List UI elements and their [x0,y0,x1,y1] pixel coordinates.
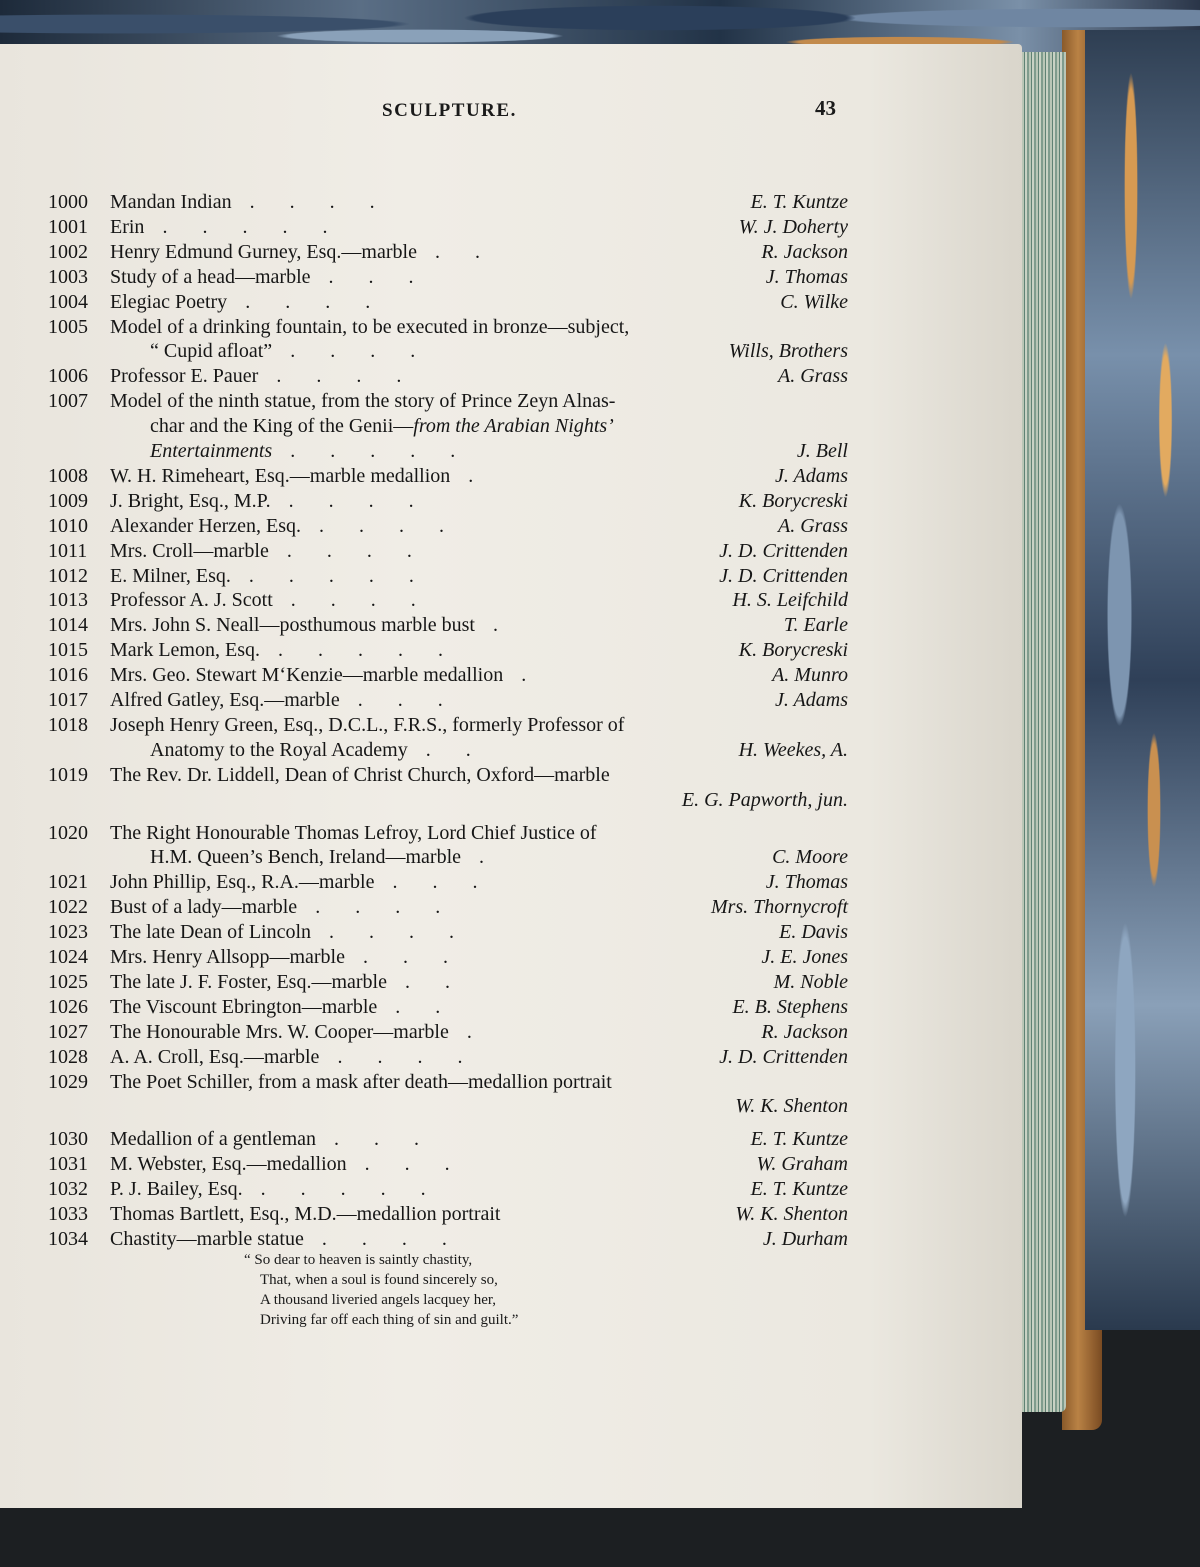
entry-title [110,265,311,290]
entry-title-text: char and the King of the Genii— [150,415,414,438]
entry-title-text: The Right Honourable Thomas Lefroy, Lord Chief Justice of [110,821,597,844]
entry-line [0,845,1000,870]
entry-line [0,464,1000,489]
entry-number: 1034 [48,1227,88,1250]
entry-number: 1015 [48,639,88,662]
entry-line [0,364,1000,389]
entry-line [0,414,1000,439]
poem-line: A thousand liveried angels lacquey her, [260,1292,496,1308]
entry-number: 1031 [48,1153,88,1176]
entry-line [0,763,1000,788]
entry-title-text: Study of a head—marble [110,265,311,288]
artist-name: M. Noble [773,970,848,993]
artist-name: K. Borycreski [738,489,848,512]
leader-dots: . . . . . [260,1178,426,1201]
entry-number: 1017 [48,689,88,711]
artist-name: J. E. Jones [761,946,848,968]
poem-line: That, when a soul is found sincerely so, [260,1272,498,1288]
leader-dots: . . . . [319,514,445,537]
entry-title-text: Mark Lemon, Esq. [110,639,260,662]
entry-title [110,713,624,738]
leader-dots: . [479,846,485,869]
entry-line [0,1045,1000,1070]
entry-line [0,995,1000,1020]
entry-title-text: Henry Edmund Gurney, Esq.—marble [110,240,417,263]
entry-number: 1028 [48,1045,88,1068]
entry-line [0,688,1000,713]
leader-dots: . . [434,240,480,263]
entry-number: 1026 [48,995,88,1018]
entry-line [0,1094,1000,1119]
entry-line [0,339,1000,364]
leader-dots: . . . [364,1153,450,1176]
leader-dots: . . . [357,689,443,711]
entry-line [0,1177,1000,1202]
entry-number: 1032 [48,1178,88,1201]
leader-dots: . . . . . [248,564,414,587]
entry-title [110,920,311,945]
entry-number: 1007 [48,390,88,413]
entry-title [110,688,340,713]
entry-number: 1027 [48,1020,88,1043]
entry-title-text: The late J. F. Foster, Esq.—marble [110,970,387,993]
artist-name: W. K. Shenton [735,1203,848,1225]
entry-title [110,539,269,564]
entry-line [0,613,1000,638]
entry-title-text: John Phillip, Esq., R.A.—marble [110,871,375,894]
entry-number: 1006 [48,365,88,388]
leader-dots: . . . . . [277,639,443,662]
entry-line [0,738,1000,763]
leader-dots: . [521,664,527,687]
artist-name: A. Grass [777,514,848,537]
entry-title [110,663,503,688]
entry-line [0,895,1000,920]
entry-title-text: Anatomy to the Royal Academy [150,738,408,761]
leader-dots: . . . . [276,365,402,388]
entry-number: 1011 [48,539,88,562]
entry-title [110,638,260,663]
section-title: SCULPTURE. [382,100,517,121]
artist-name: J. D. Crittenden [719,539,848,562]
entry-title [110,1152,347,1177]
entry-title-text: Mrs. Geo. Stewart M‘Kenzie—marble medallion [110,664,504,687]
entry-title-text: Thomas Bartlett, Esq., M.D.—medallion portrait [110,1203,501,1225]
entry-number: 1016 [48,664,88,687]
entry-number: 1022 [48,896,88,919]
artist-name: E. T. Kuntze [750,1178,848,1201]
entry-number: 1014 [48,614,88,637]
entry-line [0,713,1000,738]
entry-number: 1012 [48,564,88,587]
entry-title [110,870,374,895]
poem-line: “ So dear to heaven is saintly chastity, [244,1252,473,1268]
artist-name: E. Davis [779,921,848,944]
entry-title-text: H.M. Queen’s Bench, Ireland—marble [150,846,462,869]
artist-name: J. Adams [775,689,848,711]
entry-title [110,240,417,265]
entry-title-text: Joseph Henry Green, Esq., D.C.L., F.R.S., formerly Professor of [110,713,625,736]
artist-name: T. Earle [783,614,848,637]
entry-title-text: A. A. Croll, Esq.—marble [110,1045,320,1068]
artist-name: Wills, Brothers [728,340,848,363]
leader-dots: . . [425,738,471,761]
entry-title [110,514,301,539]
page-number: 43 [815,96,836,120]
entry-title [110,970,387,995]
entry-title [110,945,345,970]
artist-name: C. Moore [772,846,848,869]
entry-number: 1019 [48,763,88,786]
artist-name: E. T. Kuntze [750,1128,848,1151]
entry-title-text: Chastity—marble statue [110,1227,304,1250]
entry-number: 1029 [48,1070,88,1093]
entry-title [110,1127,316,1152]
entry-line [0,663,1000,688]
entry-title-text: Erin [110,215,145,238]
entry-line [0,588,1000,613]
marbled-endpaper-right [1085,30,1200,1330]
artist-name: E. B. Stephens [732,995,848,1018]
entry-line [0,1070,1000,1095]
entry-line [0,870,1000,895]
entry-line [0,945,1000,970]
entry-line [0,821,1000,846]
entry-title-text: Mrs. Henry Allsopp—marble [110,946,345,968]
entry-title-text: Model of the ninth statue, from the story of Prince Zeyn Alnas- [110,390,616,413]
entry-title-text: E. Milner, Esq. [110,564,231,587]
entry-title-text: Professor E. Pauer [110,365,259,388]
entry-title [110,290,227,315]
entry-title-text: Mrs. Croll—marble [110,539,269,562]
leader-dots: . . . . [290,340,416,363]
leader-dots: . . . . [329,921,455,944]
artist-name: J. Thomas [765,265,848,288]
entry-title [150,439,272,464]
artist-name: K. Borycreski [738,639,848,662]
entry-title [110,464,450,489]
entry-title [110,763,610,788]
page-edges [1018,52,1066,1412]
entry-number: 1005 [48,315,88,338]
entry-title [110,613,475,638]
entry-title [110,895,297,920]
entry-title [110,564,231,589]
entry-number: 1020 [48,821,88,844]
entry-number: 1018 [48,713,88,736]
artist-name: E. T. Kuntze [750,191,848,213]
leader-dots: . . . [328,265,414,288]
entry-title [110,1227,304,1252]
entry-number: 1009 [48,489,88,512]
entry-title-italic: from the Arabian Nights’ [413,415,614,438]
entry-title [110,1202,501,1227]
entry-title-italic: Entertainments [150,440,273,462]
entry-number: 1008 [48,464,88,487]
leader-dots: . [493,614,498,637]
entry-title-text: Professor A. J. Scott [110,589,273,612]
artist-name: J. Bell [796,440,848,462]
leader-dots: . . . . [290,589,416,612]
entry-title [110,1070,612,1095]
entry-line [0,389,1000,414]
leader-dots: . . . . [286,539,412,562]
entry-title-text: The Honourable Mrs. W. Cooper—marble [110,1020,449,1043]
entry-line [0,240,1000,265]
entry-title [150,845,461,870]
entry-line [0,564,1000,589]
artist-name: R. Jackson [761,240,848,263]
entry-line [0,638,1000,663]
entry-line [0,1152,1000,1177]
leader-dots: . . . . [245,290,371,313]
artist-name: W. J. Doherty [738,215,848,238]
artist-name: A. Munro [772,664,848,687]
entry-title-text: The late Dean of Lincoln [110,921,312,944]
entry-number: 1025 [48,970,88,993]
entry-title [110,588,273,613]
entry-title-text: Alfred Gatley, Esq.—marble [110,689,340,711]
leader-dots: . . . . [249,191,375,213]
artist-name: H. Weekes, A. [738,738,848,761]
entry-number: 1001 [48,215,88,238]
entry-title [110,489,271,514]
entry-line [0,489,1000,514]
leader-dots: . . . . [337,1045,463,1068]
entry-line [0,1020,1000,1045]
entry-title [110,995,377,1020]
entry-number: 1023 [48,921,88,944]
entry-title-text: Bust of a lady—marble [110,896,298,919]
entry-line [0,315,1000,340]
leader-dots: . . . . [288,489,414,512]
entry-title-text: The Poet Schiller, from a mask after death—medallion portrait [110,1070,612,1093]
entry-title [150,738,408,763]
entry-number: 1013 [48,589,88,612]
entry-number: 1033 [48,1203,88,1225]
leader-dots: . . [395,995,441,1018]
artist-name: Mrs. Thornycroft [710,896,848,919]
leader-dots: . . . . [321,1227,447,1250]
entry-number: 1003 [48,265,88,288]
entry-title [110,315,629,340]
artist-name: W. Graham [756,1153,848,1176]
entry-line [0,1227,1000,1252]
entry-title [110,364,258,389]
entry-title-text: P. J. Bailey, Esq. [110,1178,243,1201]
entry-number: 1010 [48,514,88,537]
artist-name: H. S. Leifchild [732,589,848,612]
entry-title [110,1045,319,1070]
artist-name: E. G. Papworth, jun. [681,788,848,811]
entry-title-text: Alexander Herzen, Esq. [110,514,302,537]
entry-title [110,821,597,846]
entry-title-text: J. Bright, Esq., M.P. [110,489,271,512]
entry-title-text: Mandan Indian [110,191,232,213]
entry-line [0,439,1000,464]
leader-dots: . . [405,970,450,993]
entry-title-text: M. Webster, Esq.—medallion [110,1153,347,1176]
leader-dots: . . . . . [162,215,328,238]
entry-line [0,539,1000,564]
artist-name: J. D. Crittenden [719,564,848,587]
entry-line [0,788,1000,813]
entry-title-text: Elegiac Poetry [110,290,228,313]
leader-dots: . [466,1020,472,1043]
entry-line [0,190,1000,215]
entry-title [110,1177,243,1202]
entry-title [110,1020,449,1045]
artist-name: W. K. Shenton [735,1095,848,1118]
entry-title-text: Medallion of a gentleman [110,1128,317,1151]
leader-dots: . . . [362,946,448,968]
entry-line [0,514,1000,539]
artist-name: J. Adams [775,464,848,487]
entry-title [110,215,144,240]
leader-dots: . . . [334,1128,420,1151]
entry-number: 1021 [48,871,88,894]
entry-title [110,190,232,215]
entry-title [150,414,614,439]
leader-dots: . . . . . [290,440,456,462]
artist-name: J. Thomas [765,871,848,894]
entry-title-text: The Viscount Ebrington—marble [110,995,378,1018]
leader-dots: . . . . [315,896,441,919]
artist-name: A. Grass [777,365,848,388]
entry-line [0,215,1000,240]
entry-number: 1024 [48,946,88,968]
entry-title-text: W. H. Rimeheart, Esq.—marble medallion [110,464,451,487]
entry-number: 1002 [48,240,88,263]
entry-title-text: The Rev. Dr. Liddell, Dean of Christ Church, Oxford—marble [110,763,610,786]
entry-line [0,970,1000,995]
leader-dots: . . . [392,871,478,894]
entry-title [150,339,272,364]
leader-dots: . [468,464,474,487]
poem-line: Driving far off each thing of sin and guilt.” [260,1312,519,1328]
page-header [0,96,1022,136]
entry-line [0,265,1000,290]
artist-name: R. Jackson [761,1020,848,1043]
entry-title-text: Mrs. John S. Neall—posthumous marble bust [110,614,475,637]
artist-name: J. D. Crittenden [719,1045,848,1068]
entry-line [0,1127,1000,1152]
entry-number: 1000 [48,191,88,213]
artist-name: J. Durham [762,1227,848,1250]
entry-number: 1030 [48,1128,88,1151]
artist-name: C. Wilke [780,290,848,313]
entry-title-text: “ Cupid afloat” [150,340,273,363]
entry-line [0,920,1000,945]
entry-title [110,389,615,414]
entry-line [0,290,1000,315]
entry-title-text: Model of a drinking fountain, to be executed in bronze—subject, [110,315,630,338]
epigraph-poem [244,1250,518,1330]
entry-number: 1004 [48,290,88,313]
entry-line [0,1202,1000,1227]
